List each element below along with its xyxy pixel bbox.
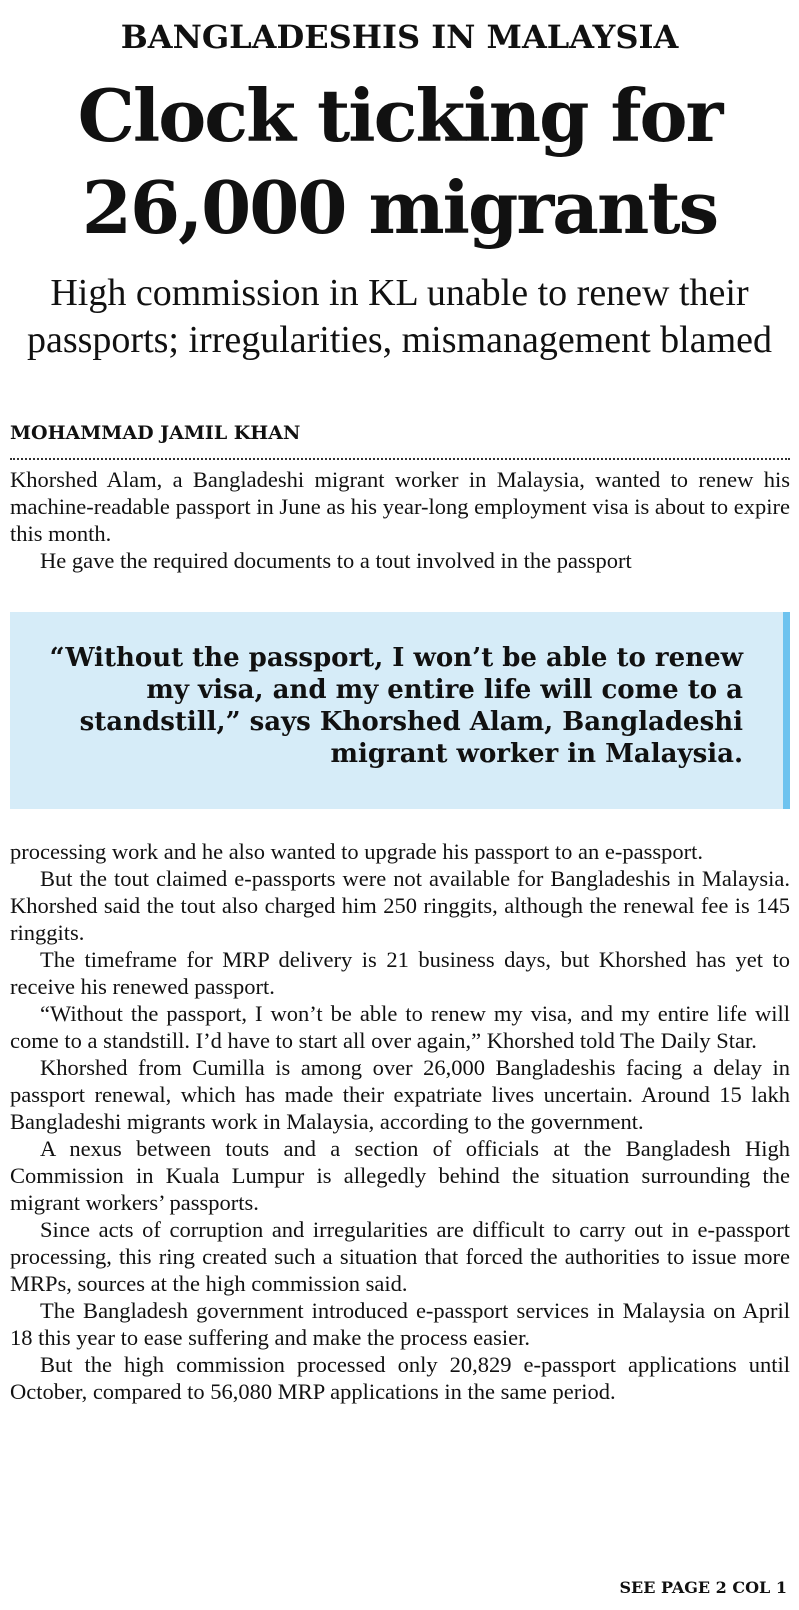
- pull-quote-text: “Without the passport, I won’t be able to renew my visa, and my entire life will come to a standstill,” says Khorshed Alam, Bangladeshi migrant worker in Malaysia.: [49, 643, 743, 769]
- paragraph: But the high commission processed only 20,829 e-passport applications until October, compared to 56,080 MRP applications in the same period.: [10, 1352, 790, 1404]
- paragraph: Since acts of corruption and irregularities are difficult to carry out in e-passport processing, this ring created such a situation that forced the authorities to issue more MRPs, sources at the high commission said.: [10, 1217, 790, 1296]
- paragraph: He gave the required documents to a tout involved in the passport: [40, 548, 632, 573]
- paragraph: Khorshed from Cumilla is among over 26,000 Bangladeshis facing a delay in passport renewal, which has made their expatriate lives uncertain. Around 15 lakh Bangladeshi migrants work in Malaysia, according to the government.: [10, 1055, 790, 1134]
- paragraph: A nexus between touts and a section of officials at the Bangladesh High Commission in Kuala Lumpur is allegedly behind the situation surrounding the migrant workers’ passports.: [10, 1136, 790, 1215]
- subheadline: High commission in KL unable to renew their passports; irregularities, mismanagement blamed: [26, 272, 773, 361]
- headline: Clock ticking for 26,000 migrants: [77, 73, 722, 250]
- byline: MOHAMMAD JAMIL KHAN: [10, 422, 301, 444]
- jump-line: SEE PAGE 2 COL 1: [619, 1578, 787, 1597]
- paragraph: “Without the passport, I won’t be able to renew my visa, and my entire life will come to a standstill. I’d have to start all over again,” Khorshed told The Daily Star.: [10, 1001, 790, 1053]
- pull-quote-box: [10, 612, 790, 809]
- article-body-intro: [10, 466, 790, 574]
- paragraph: Khorshed Alam, a Bangladeshi migrant worker in Malaysia, wanted to renew his machine-readable passport in June as his year-long employment visa is about to expire this month.: [10, 467, 790, 546]
- paragraph: But the tout claimed e-passports were not available for Bangladeshis in Malaysia. Khorshed said the tout also charged him 250 ringgits, although the renewal fee is 145 ringgits.: [10, 866, 790, 945]
- dotted-divider: [10, 458, 790, 460]
- kicker: BANGLADESHIS IN MALAYSIA: [120, 18, 679, 56]
- paragraph: The timeframe for MRP delivery is 21 business days, but Khorshed has yet to receive his renewed passport.: [10, 947, 790, 999]
- paragraph: processing work and he also wanted to upgrade his passport to an e-passport.: [10, 839, 703, 864]
- paragraph: The Bangladesh government introduced e-passport services in Malaysia on April 18 this year to ease suffering and make the process easier.: [10, 1298, 790, 1350]
- article-body-continued: [10, 838, 790, 1405]
